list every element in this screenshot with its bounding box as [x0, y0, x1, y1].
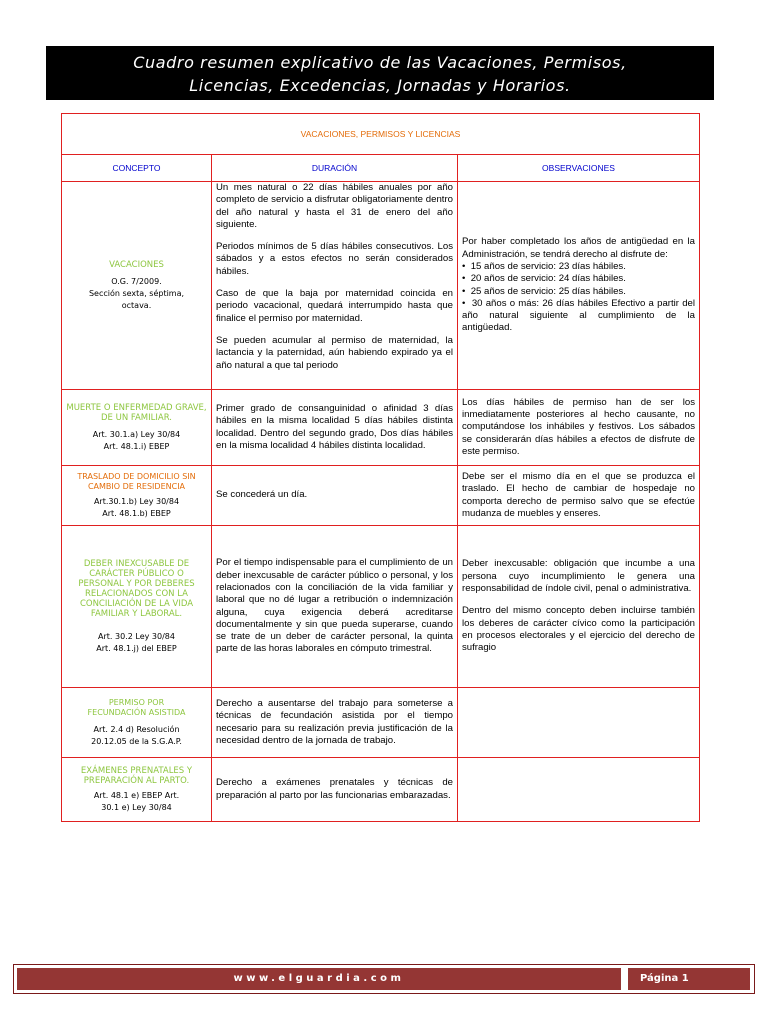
- concept-cell: [62, 688, 212, 758]
- concept-cell: [62, 182, 212, 390]
- duration-cell: [212, 182, 458, 390]
- table-row: [62, 466, 700, 526]
- concept-name: TRASLADO DE DOMICILIO SIN CAMBIO DE RESIDENCIA: [77, 471, 196, 491]
- column-header-row: [62, 155, 700, 182]
- concept-ref: Art. 48.1 e) EBEP Art.: [93, 790, 180, 800]
- concept-ref: Art. 30.2 Ley 30/84: [98, 631, 175, 641]
- observations-text: Deber inexcusable: obligación que incumbe a una persona cuyo incumplimiento le genera una responsabilidad de índole civil, penal o administrativa.: [462, 558, 696, 595]
- concept-name: DEBER INEXCUSABLE DE CARÁCTER PÚBLICO O PERSONAL Y POR DEBERES RELACIONADOS CON LA CONCILIACIÓN DE LA VIDA FAMILIAR Y LABORAL.: [78, 558, 195, 619]
- table-row: [62, 390, 700, 466]
- observations-text: Debe ser el mismo día en el que se produzca el traslado. El hecho de cambiar de hospedaje no comporta derecho de permiso salvo que se efectúe mudanza de muebles y enseres.: [462, 470, 696, 519]
- concept-ref: 20.12.05 de la S.G.A.P.: [91, 736, 182, 746]
- concept-cell: [62, 466, 212, 526]
- header-observaciones: OBSERVACIONES: [458, 155, 700, 182]
- concept-cell: [62, 390, 212, 466]
- duration-cell: [212, 758, 458, 822]
- concept-ref: Art. 48.1.j) del EBEP: [96, 643, 177, 653]
- duration-cell: [212, 466, 458, 526]
- document-title: [46, 46, 714, 100]
- table-row: [62, 758, 700, 822]
- duration-text: Derecho a exámenes prenatales y técnicas de preparación al parto por las funcionarias embarazadas.: [216, 777, 453, 801]
- concept-name: PERMISO POR FECUNDACIÓN ASISTIDA: [87, 697, 186, 717]
- concept-ref: Sección sexta, séptima,: [88, 288, 185, 298]
- title-line-1: Cuadro resumen explicativo de las Vacaciones, Permisos,: [133, 53, 627, 72]
- duration-text: Derecho a ausentarse del trabajo para someterse a técnicas de fecundación asistida por el tiempo necesario para su realización previa justificación de la necesidad dentro de la jornada de trabajo.: [216, 697, 453, 746]
- observations-cell: [458, 758, 700, 822]
- concept-name: VACACIONES: [109, 259, 164, 270]
- list-item: • 20 años de servicio: 24 días hábiles.: [462, 273, 695, 285]
- page-footer: [13, 964, 755, 994]
- concept-ref: octava.: [121, 300, 152, 310]
- concept-ref: O.G. 7/2009.: [111, 276, 162, 286]
- section-title: VACACIONES, PERMISOS Y LICENCIAS: [62, 114, 700, 155]
- observations-text: Los días hábiles de permiso han de ser los inmediatamente posteriores al hecho causante, no computándose los inhábiles y festivos. Los sábados se considerarán días hábiles a efectos de disfrute de este permiso.: [462, 396, 696, 457]
- observations-cell: [458, 390, 700, 466]
- list-item: • 25 años de servicio: 25 días hábiles.: [462, 286, 695, 298]
- duration-text: Periodos mínimos de 5 días hábiles consecutivos. Los sábados y a estos efectos no serán considerados hábiles.: [216, 241, 453, 277]
- concept-ref: Art. 48.1.b) EBEP: [102, 508, 171, 518]
- observations-text: Dentro del mismo concepto deben incluirse también los deberes de carácter cívico como la participación en procesos electorales y el ejercicio del derecho de sufragio: [462, 605, 696, 654]
- duration-text: Primer grado de consanguinidad o afinidad 3 días hábiles en la misma localidad 5 días hábiles distinta localidad. Dentro del segundo grado, Dos días hábiles en la misma localidad 4 hábiles distinta localidad.: [216, 402, 453, 451]
- table-row: [62, 182, 700, 390]
- concept-cell: [62, 758, 212, 822]
- header-concepto: CONCEPTO: [62, 155, 212, 182]
- concept-name: EXÁMENES PRENATALES Y PREPARACIÓN AL PARTO.: [80, 765, 193, 786]
- list-item: • 30 años o más: 26 días hábiles Efectivo a partir del año natural siguiente al cumplimiento de la antigüedad.: [462, 298, 695, 335]
- concept-ref: Art.30.1.b) Ley 30/84: [93, 496, 180, 506]
- concept-ref: Art. 30.1.a) Ley 30/84: [92, 429, 181, 439]
- observations-cell: [458, 182, 700, 390]
- concept-ref: 30.1 e) Ley 30/84: [101, 802, 172, 812]
- concept-name: MUERTE O ENFERMEDAD GRAVE, DE UN FAMILIAR.: [66, 402, 207, 423]
- observations-text: Por haber completado los años de antigüedad en la Administración, se tendrá derecho al disfrute de:: [462, 236, 696, 260]
- duration-text: Se concederá un día.: [216, 489, 308, 501]
- antiguedad-list: [462, 261, 695, 335]
- duration-cell: [212, 688, 458, 758]
- duration-cell: [212, 390, 458, 466]
- duration-text: Caso de que la baja por maternidad coincida en periodo vacacional, quedará interrumpido hasta que finalice el permiso por maternidad.: [216, 288, 453, 324]
- footer-url: www.elguardia.com: [17, 968, 621, 990]
- concept-ref: Art. 48.1.i) EBEP: [103, 441, 170, 451]
- table-row: [62, 526, 700, 688]
- page-number: Página 1: [628, 968, 750, 990]
- concept-cell: [62, 526, 212, 688]
- duration-text: Se pueden acumular al permiso de maternidad, la lactancia y la paternidad, aún habiendo expirado ya el año natural a que tal periodo: [216, 334, 453, 371]
- observations-cell: [458, 466, 700, 526]
- table-row: [62, 688, 700, 758]
- observations-cell: [458, 526, 700, 688]
- header-duracion: DURACIÓN: [212, 155, 458, 182]
- summary-table: [61, 113, 700, 822]
- concept-ref: Art. 2.4 d) Resolución: [93, 724, 180, 734]
- observations-cell: [458, 688, 700, 758]
- title-line-2: Licencias, Excedencias, Jornadas y Horarios.: [189, 76, 571, 95]
- section-header-row: [62, 114, 700, 155]
- duration-text: Por el tiempo indispensable para el cumplimiento de un deber inexcusable de carácter público o personal, y los relacionados con la conciliación de la vida familiar y laboral que no dé lugar a retribución o indemnización alguna, cuya exigencia deberá acreditarse documentalmente y sin que pueda superarse, cuando se trate de un deber de carácter personal, la quinta parte de las horas laborales en cómputo trimestral.: [216, 557, 453, 655]
- duration-cell: [212, 526, 458, 688]
- list-item: • 15 años de servicio: 23 días hábiles.: [462, 261, 695, 273]
- duration-text: Un mes natural o 22 días hábiles anuales por año completo de servicio a disfrutar obligatoriamente dentro del año natural y hasta el 31 de enero del año siguiente.: [216, 182, 453, 230]
